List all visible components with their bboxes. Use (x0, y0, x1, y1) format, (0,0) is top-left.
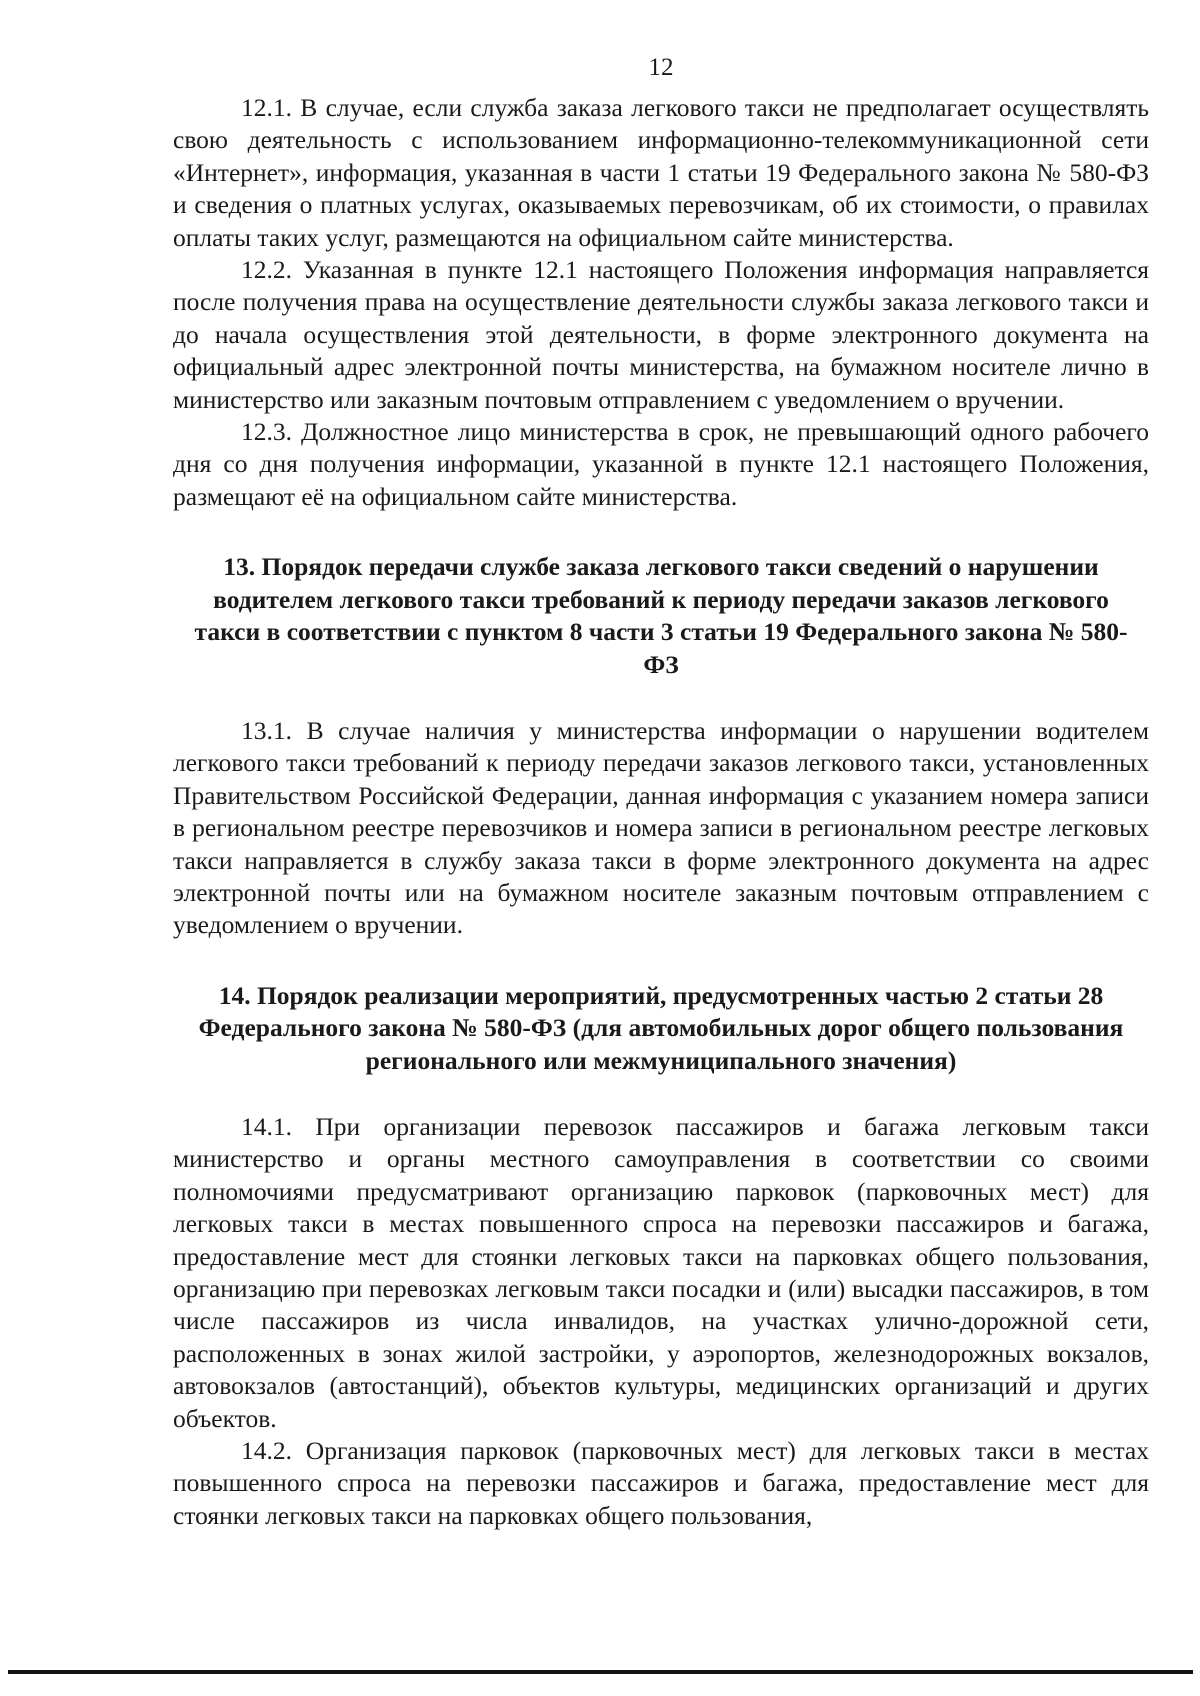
paragraph-14-2: 14.2. Организация парковок (парковочных мест) для легковых такси в местах повышенного спроса на перевозки пассажиров и багажа, предоставление мест для стоянки легковых такси на парковках общего пользования, (173, 1436, 1149, 1530)
paragraph-12-2: 12.2. Указанная в пункте 12.1 настоящего Положения информация направляется после получения права на осуществление деятельности службы заказа легкового такси и до начала осуществления этой деятельности, в форме электронного документа на официальный адрес электронной почты министерства, на бумажном носителе лично в министерство или заказным почтовым отправлением с уведомлением о вручении. (173, 255, 1149, 414)
document-body (173, 92, 1149, 1532)
footer-rule (8, 1670, 1193, 1674)
paragraph-12-3: 12.3. Должностное лицо министерства в срок, не превышающий одного рабочего дня со дня получения информации, указанной в пункте 12.1 настоящего Положения, размещают её на официальном сайте министерства. (173, 417, 1149, 511)
paragraph-14-1: 14.1. При организации перевозок пассажиров и багажа легковым такси министерство и органы местного самоуправления в соответствии со своими полномочиями предусматривают организацию парковок (парковочных мест) для легковых такси в местах повышенного спроса на перевозки пассажиров и багажа, предоставление мест для стоянки легковых такси на парковках общего пользования, организацию при перевозках легковым такси посадки и (или) высадки пассажиров, в том числе пассажиров из числа инвалидов, на участках улично-дорожной сети, расположенных в зонах жилой застройки, у аэропортов, железнодорожных вокзалов, автовокзалов (автостанций), объектов культуры, медицинских организаций и других объектов. (173, 1111, 1149, 1433)
page-number: 12 (648, 54, 674, 81)
section-heading-14: 14. Порядок реализации мероприятий, предусмотренных частью 2 статьи 28 Федерального закона № 580-ФЗ (для автомобильных дорог общего пользования регионального или межмуниципального значения) (198, 980, 1124, 1075)
paragraph-13-1: 13.1. В случае наличия у министерства информации о нарушении водителем легкового такси требований к периоду передачи заказов легкового такси, установленных Правительством Российской Федерации, данная информация с указанием номера записи в региональном реестре перевозчиков и номера записи в региональном реестре легковых такси направляется в службу заказа такси в форме электронного документа на адрес электронной почты или на бумажном носителе заказным почтовым отправлением с уведомлением о вручении. (173, 715, 1149, 940)
section-heading-13: 13. Порядок передачи службе заказа легкового такси сведений о нарушении водителем легкового такси требований к периоду передачи заказов легкового такси в соответствии с пунктом 8 части 3 статьи 19 Федерального закона № 580-ФЗ (194, 552, 1128, 679)
paragraph-12-1: 12.1. В случае, если служба заказа легкового такси не предполагает осуществлять свою деятельность с использованием информационно-телекоммуникационной сети «Интернет», информация, указанная в части 1 статьи 19 Федерального закона № 580-ФЗ и сведения о платных услугах, оказываемых перевозчикам, об их стоимости, о правилах оплаты таких услуг, размещаются на официальном сайте министерства. (173, 93, 1149, 252)
